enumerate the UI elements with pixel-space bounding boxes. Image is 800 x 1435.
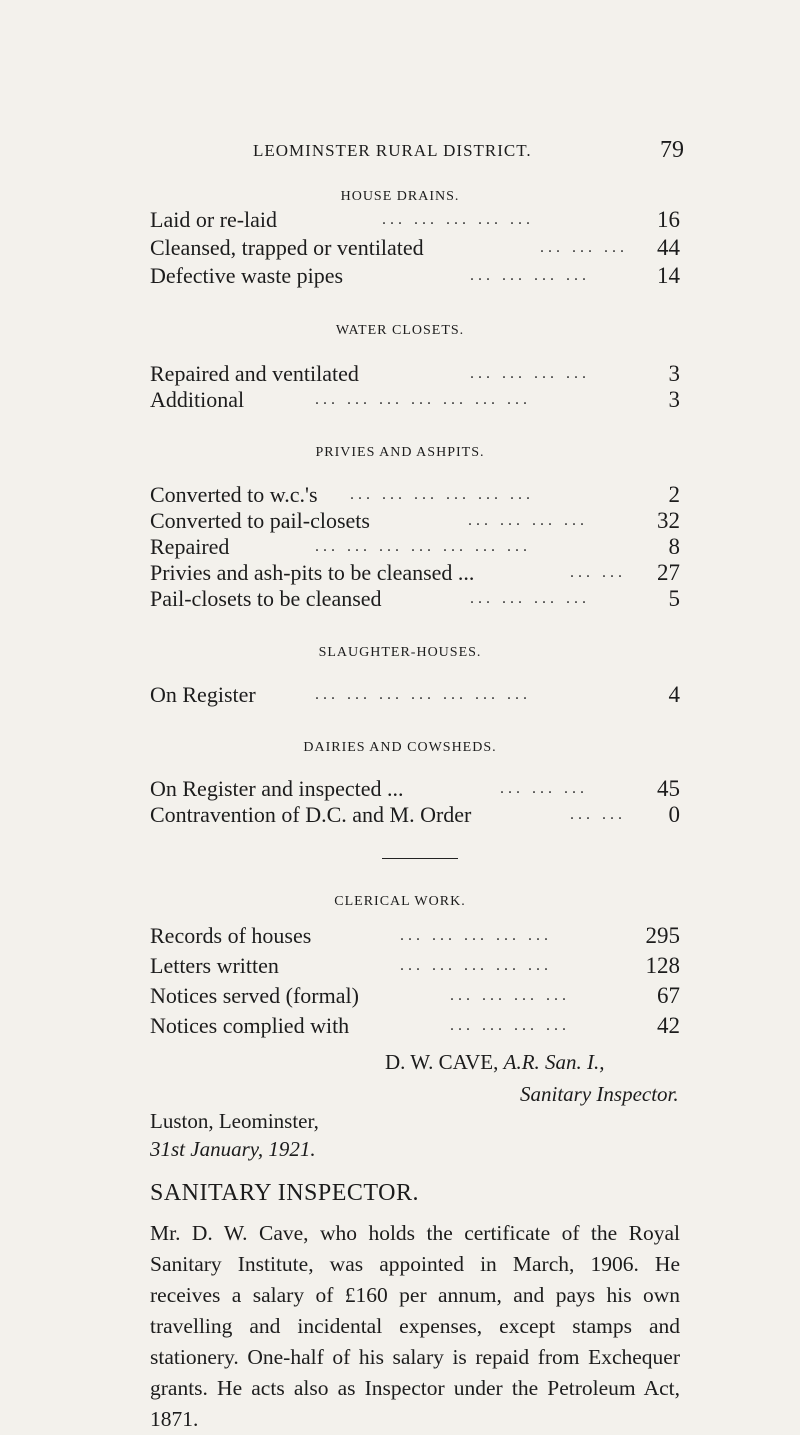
date-line <box>150 1137 316 1162</box>
leader-dots: ... ... ... ... ... ... ... <box>315 391 531 408</box>
heading-privies: PRIVIES AND ASHPITS. <box>315 445 485 460</box>
row-value: 14 <box>657 263 680 288</box>
row-notices-complied <box>150 1013 680 1043</box>
row-cleansed <box>150 235 680 265</box>
leader-dots: ... ... ... ... <box>470 590 590 607</box>
row-notices-served <box>150 983 680 1013</box>
leader-dots: ... ... ... <box>540 239 628 256</box>
row-value: 295 <box>645 923 680 948</box>
row-label: Additional <box>150 387 245 412</box>
row-label: Converted to w.c.'s <box>150 482 318 507</box>
section-title: SANITARY INSPECTOR. <box>150 1180 419 1206</box>
heading-water-closets: WATER CLOSETS. <box>335 323 465 338</box>
leader-dots: ... ... ... ... ... <box>400 957 552 974</box>
page-number: 79 <box>660 137 684 163</box>
row-label: Letters written <box>150 953 279 978</box>
row-label: Records of houses <box>150 923 312 948</box>
leader-dots: ... ... ... ... <box>470 365 590 382</box>
row-label: Notices complied with <box>150 1013 350 1038</box>
row-value: 27 <box>657 560 680 585</box>
row-pail-closets <box>150 586 680 616</box>
signature-name: D. W. CAVE, <box>385 1050 499 1074</box>
date-day: 31st <box>150 1137 186 1161</box>
leader-dots: ... ... ... <box>500 780 588 797</box>
row-label: On Register and inspected ... <box>150 776 404 801</box>
row-value: 8 <box>668 534 680 559</box>
row-label: Repaired <box>150 534 230 559</box>
row-label: Notices served (formal) <box>150 983 359 1008</box>
leader-dots: ... ... ... ... <box>470 267 590 284</box>
row-label: Privies and ash-pits to be cleansed ... <box>150 560 475 585</box>
row-contravention <box>150 802 680 832</box>
row-value: 3 <box>668 387 680 412</box>
row-laid-relaid <box>150 207 680 237</box>
row-value: 5 <box>668 586 680 611</box>
leader-dots: ... ... <box>570 564 626 581</box>
row-label: Pail-closets to be cleansed <box>150 586 382 611</box>
leader-dots: ... ... ... ... <box>450 1017 570 1034</box>
leader-dots: ... ... ... ... <box>450 987 570 1004</box>
row-value: 44 <box>657 235 680 260</box>
row-label: Contravention of D.C. and M. Order <box>150 802 472 827</box>
leader-dots: ... ... ... ... <box>468 512 588 529</box>
body-paragraph: Mr. D. W. Cave, who holds the certificate of the Royal Sanitary Institute, was appointed in March, 1906. He receives a salary of £160 per annum, and pays his own travelling and incidental expenses, except stamps and stationery. One-half of his salary is repaid from Exchequer grants. He acts also as Inspector under the Petroleum Act, 1871. <box>150 1221 680 1431</box>
heading-clerical: CLERICAL WORK. <box>334 894 466 909</box>
row-value: 3 <box>668 361 680 386</box>
row-value: 67 <box>657 983 680 1008</box>
row-label: On Register <box>150 682 256 707</box>
leader-dots: ... ... ... ... ... <box>400 927 552 944</box>
row-label: Cleansed, trapped or ventilated <box>150 235 424 260</box>
row-label: Laid or re-laid <box>150 207 278 232</box>
row-on-register <box>150 682 680 712</box>
leader-dots: ... ... ... ... ... <box>382 211 534 228</box>
row-additional <box>150 387 680 417</box>
row-defective-waste <box>150 263 680 293</box>
row-value: 16 <box>657 207 680 232</box>
address-line: Luston, Leominster, <box>150 1109 319 1133</box>
row-letters <box>150 953 680 983</box>
row-label: Repaired and ventilated <box>150 361 359 386</box>
running-head <box>0 137 800 167</box>
heading-house-drains: HOUSE DRAINS. <box>340 189 460 204</box>
row-value: 128 <box>645 953 680 978</box>
row-value: 32 <box>657 508 680 533</box>
leader-dots: ... ... ... ... ... ... ... <box>315 686 531 703</box>
row-label: Converted to pail-closets <box>150 508 370 533</box>
signature-role: Sanitary Inspector. <box>520 1082 679 1106</box>
signature-qualification: A.R. San. I., <box>503 1050 605 1074</box>
row-value: 4 <box>668 682 680 707</box>
row-value: 2 <box>668 482 680 507</box>
leader-dots: ... ... ... ... ... ... ... <box>315 538 531 555</box>
row-value: 0 <box>668 802 680 827</box>
row-value: 42 <box>657 1013 680 1038</box>
heading-slaughter: SLAUGHTER-HOUSES. <box>318 645 482 660</box>
row-records <box>150 923 680 953</box>
row-value: 45 <box>657 776 680 801</box>
leader-dots: ... ... ... ... ... ... <box>350 486 534 503</box>
heading-dairies: DAIRIES AND COWSHEDS. <box>303 740 497 755</box>
running-title: LEOMINSTER RURAL DISTRICT. <box>253 141 532 160</box>
row-label: Defective waste pipes <box>150 263 344 288</box>
leader-dots: ... ... <box>570 806 626 823</box>
signature-name-line <box>385 1050 605 1075</box>
date-rest: January, 1921. <box>190 1137 316 1161</box>
divider-rule <box>382 858 458 859</box>
